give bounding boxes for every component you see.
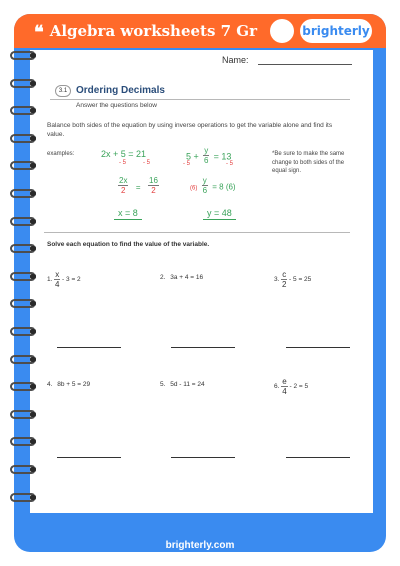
problem-text: 8b + 5 = 29 <box>57 381 91 388</box>
example2-equation <box>186 146 234 167</box>
ring-hole <box>30 301 36 306</box>
problem-number: 2. <box>160 274 166 281</box>
frac-denominator: 2 <box>151 186 156 195</box>
problem-number: 1. <box>47 276 53 284</box>
example2-frac2 <box>202 176 208 195</box>
frac-denominator: 4 <box>282 387 287 396</box>
section-divider <box>44 232 350 233</box>
spiral-binding <box>0 0 40 566</box>
ring-hole <box>30 467 36 472</box>
answer-line-3[interactable] <box>286 347 350 348</box>
solve-instruction: Solve each equation to find the value of the variable. <box>47 241 210 248</box>
example2-mult-left: (6) <box>190 185 198 192</box>
frac-numerator: y <box>202 176 207 185</box>
ring-hole <box>30 191 36 196</box>
example2-answer: y = 48 <box>203 208 236 220</box>
binding-ring <box>10 161 36 170</box>
problem-fraction <box>54 270 60 289</box>
brand-logo: brighterly <box>300 19 372 43</box>
ring-hole <box>30 274 36 279</box>
circle-icon <box>270 19 294 43</box>
ring-hole <box>30 329 36 334</box>
example2-lead: 5 + <box>186 151 199 162</box>
problem-number: 6. <box>274 383 280 391</box>
binding-ring <box>10 217 36 226</box>
answer-line-6[interactable] <box>286 457 350 458</box>
worksheet-page <box>30 50 373 513</box>
ring-hole <box>30 357 36 362</box>
examples-label: examples: <box>47 151 75 157</box>
binding-ring <box>10 51 36 60</box>
equals-sign: = <box>135 182 141 192</box>
binding-ring <box>10 493 36 502</box>
footer-url: brighterly.com <box>165 540 235 551</box>
frac-numerator: 2x <box>119 176 128 185</box>
frac-numerator: x <box>55 270 60 279</box>
ring-hole <box>30 136 36 141</box>
header-bar <box>14 14 386 48</box>
problem-rest: - 5 = 25 <box>289 276 312 284</box>
example2-minus-right: - 5 <box>226 161 234 167</box>
frac-numerator: 16 <box>149 176 158 185</box>
ring-hole <box>30 219 36 224</box>
binding-ring <box>10 327 36 336</box>
binding-ring <box>10 437 36 446</box>
ring-hole <box>30 384 36 389</box>
worksheet-title: ❝ Algebra worksheets 7 Gr <box>34 22 258 43</box>
example2-mult-right: = 8 (6) <box>212 182 236 192</box>
problem-fraction <box>281 377 287 396</box>
instructions-text: Balance both sides of the equation by using inverse operations to get the variable alone and find its value. <box>47 122 333 138</box>
answer-line-5[interactable] <box>171 457 235 458</box>
binding-ring <box>10 355 36 364</box>
quote-icon: ❝ <box>34 22 44 43</box>
frac-numerator: y <box>204 146 209 155</box>
example1-frac-right <box>148 176 159 195</box>
problem-text: 5d - 11 = 24 <box>170 381 205 388</box>
binding-ring <box>10 79 36 88</box>
ring-hole <box>30 108 36 113</box>
example1-minus-left: - 5 <box>119 160 127 166</box>
problem-1 <box>47 270 81 289</box>
heading-underline <box>50 99 350 100</box>
answer-line-2[interactable] <box>171 347 235 348</box>
ring-hole <box>30 81 36 86</box>
answer-line-4[interactable] <box>57 457 121 458</box>
problem-rest: - 3 = 2 <box>62 276 81 284</box>
problem-5 <box>160 381 205 388</box>
answer-line-1[interactable] <box>57 347 121 348</box>
example2-rhs: = 13 <box>213 151 232 162</box>
problem-text: 3a + 4 = 16 <box>170 274 204 281</box>
binding-ring <box>10 465 36 474</box>
problem-rest: - 2 = 5 <box>289 383 309 391</box>
example1-equation: 2x + 5 = 21 <box>101 149 147 159</box>
problem-4 <box>47 381 90 388</box>
section-number-badge: 3.1 <box>55 85 71 97</box>
section-subheading: Answer the questions below <box>76 102 157 109</box>
problem-2 <box>160 274 203 281</box>
frac-denominator: 2 <box>282 280 287 289</box>
frac-numerator: e <box>282 377 287 386</box>
example1-minus-right: - 5 <box>143 160 151 166</box>
binding-ring <box>10 244 36 253</box>
note-text: *Be sure to make the same change to both sides of the equal sign. <box>272 151 345 174</box>
ring-hole <box>30 246 36 251</box>
problem-number: 4. <box>47 381 53 388</box>
ring-hole <box>30 439 36 444</box>
example2-mult-line <box>190 176 236 195</box>
ring-hole <box>30 53 36 58</box>
name-label: Name: <box>222 55 249 65</box>
name-line <box>258 64 352 65</box>
binding-ring <box>10 106 36 115</box>
section-heading: Ordering Decimals <box>76 85 165 96</box>
frac-denominator: 2 <box>121 186 126 195</box>
binding-ring <box>10 382 36 391</box>
example2-minus-left: - 5 <box>183 161 191 167</box>
frac-denominator: 4 <box>55 280 60 289</box>
binding-ring <box>10 410 36 419</box>
frac-denominator: 6 <box>203 156 209 165</box>
ring-hole <box>30 163 36 168</box>
problem-number: 5. <box>160 381 166 388</box>
binding-ring <box>10 189 36 198</box>
example1-frac-left <box>118 176 128 195</box>
binding-ring <box>10 134 36 143</box>
ring-hole <box>30 412 36 417</box>
problem-fraction <box>281 270 287 289</box>
ring-hole <box>30 495 36 500</box>
frac-numerator: c <box>282 270 287 279</box>
binding-ring <box>10 272 36 281</box>
problem-number: 3. <box>274 276 280 284</box>
binding-ring <box>10 299 36 308</box>
example1-answer: x = 8 <box>114 208 142 220</box>
problem-3 <box>274 270 311 289</box>
frac-denominator: 6 <box>202 186 208 195</box>
example1-fraction-line <box>118 176 159 195</box>
example2-frac <box>203 146 209 165</box>
problem-6 <box>274 377 308 396</box>
